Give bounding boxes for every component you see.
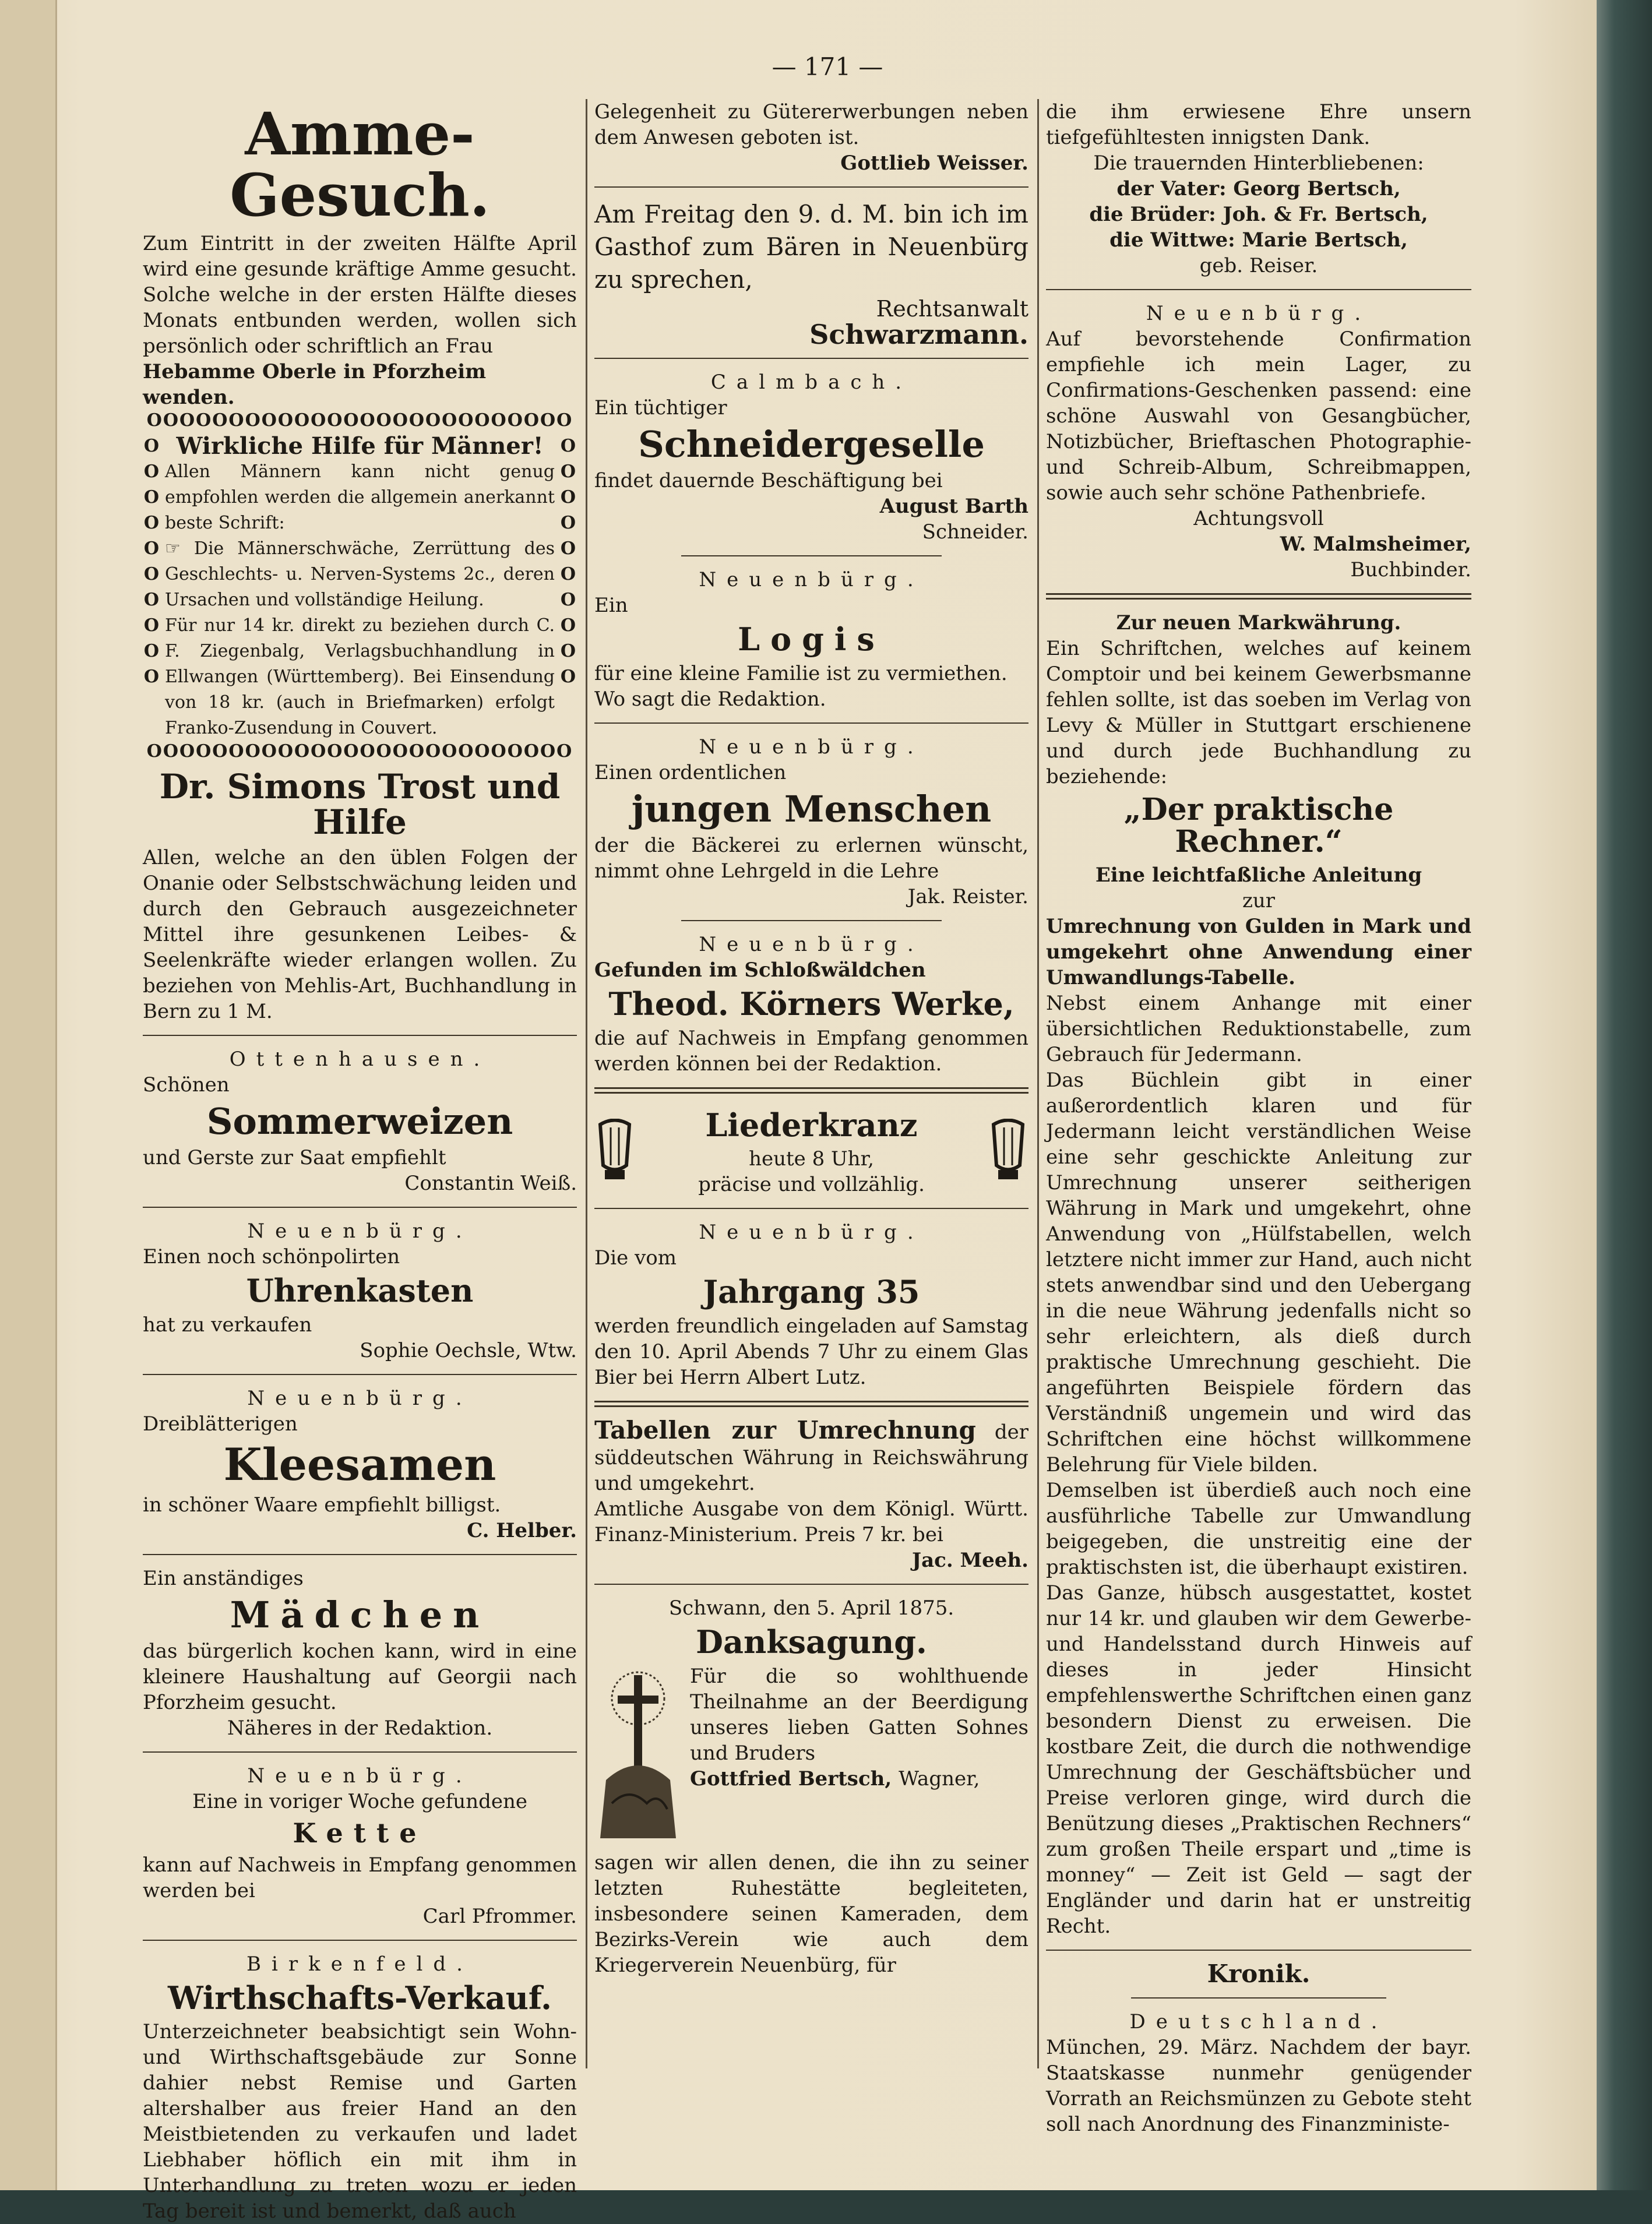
ad-amme (143, 100, 577, 410)
ad-title: Mädchen (230, 1594, 490, 1637)
divider (1046, 593, 1471, 600)
ad-kleesamen (143, 1386, 577, 1544)
ad-signature: Schwarzmann. (809, 319, 1028, 350)
ad-text: Nebst einem Anhange mit einer übersichtlichen Reduktionstabelle, zum Gebrauch für Jedermann. (1046, 992, 1471, 1067)
ad-place: Neuenbürg. (247, 1386, 473, 1410)
ad-text: präcise und vollzählig. (698, 1173, 925, 1197)
ad-text: der Vater: Georg Bertsch, (1116, 177, 1401, 200)
ad-title: Wirkliche Hilfe für Männer! (176, 432, 544, 460)
ad-signature: Gottlieb Weisser. (840, 151, 1028, 175)
ad-text: für eine kleine Familie ist zu vermiethen. (594, 661, 1008, 685)
ad-title: „Der praktische Rechner.“ (1123, 792, 1394, 859)
ad-text: die auf Nachweis in Empfang genommen werden können bei der Redaktion. (594, 1026, 1028, 1076)
ad-uhrenkasten (143, 1218, 577, 1363)
ad-text: Allen, welche an den üblen Folgen der Onanie oder Selbstschwächung leiden und durch den Gebrauch ausgezeichneter Mittel ihre gesunkenen Leibes- & Seelenkräfte wieder erlangen wollen. Zu beziehen von Mehlis-Art, Buchhandlung in Bern zu 1 M. (143, 845, 577, 1023)
divider (1131, 1997, 1386, 1999)
ad-text: sagen wir allen denen, die ihn zu seiner letzten Ruhestätte begleiteten, insbesondere seinen Kameraden, dem Bezirks-Verein wie auch dem Kriegerverein Neuenbürg, für (594, 1851, 1028, 1977)
ad-text: geb. Reiser. (1199, 254, 1318, 277)
ad-text: Achtungsvoll (1193, 507, 1324, 530)
ad-title: Logis (738, 621, 885, 658)
ad-text: Gelegenheit zu Gütererwerbungen neben dem Anwesen geboten ist. (594, 100, 1028, 149)
ad-title: Wirthschafts-Verkauf. (168, 1979, 552, 2017)
divider (143, 1940, 577, 1941)
divider (594, 1208, 1028, 1209)
ad-danksagung (594, 1595, 1028, 1978)
ad-place: Neuenbürg. (699, 1221, 924, 1245)
section-subheading: Deutschland. (1129, 2010, 1388, 2034)
ad-text: und Gerste zur Saat empfiehlt (143, 1146, 446, 1169)
ad-text: Eine in voriger Woche gefundene (192, 1790, 527, 1814)
ad-text: findet dauernde Beschäftigung bei (594, 469, 943, 493)
ornamental-border: OOOOOOOOOOOOOOOOOOOOOOOOOO (146, 741, 573, 762)
ornamental-border: OOOOOOOOOO (143, 436, 160, 687)
column-2 (594, 99, 1028, 1978)
ad-place: Ottenhausen. (229, 1047, 491, 1071)
ad-signature: Schneider. (922, 520, 1028, 544)
ad-text: Eine leichtfaßliche Anleitung (1095, 863, 1422, 887)
ad-text: Das Ganze, hübsch ausgestattet, kostet nur 14 kr. und glauben wir dem Gewerbe- und Handelsstand durch Hinweis auf dieses in jeder Hinsicht empfehlenswerthe Schriftchen einen ganz besondern Dienst zu erweisen. Die kostbare Zeit, die durch die nothwendige Umrechnung der Geschäftsbücher und Preise verloren ginge, wird durch die Benützung dieses „Praktischen Rechners“ zum großen Theile erspart und „time is monney“ — Zeit ist Geld — sagt der Engländer und darin hat er unstreitig Recht. (1046, 1581, 1471, 1938)
divider (594, 1087, 1028, 1094)
ad-text: Ein Schriftchen, welches auf keinem Comptoir und bei keinem Gewerbsmanne fehlen sollte, ist das soeben im Verlag von Levy & Müller in Stuttgart erschienene und durch jede Buchhandlung zu beziehende: (1046, 637, 1471, 788)
ad-logis (594, 567, 1028, 712)
divider (594, 722, 1028, 724)
ad-text: ☞ Die Männerschwäche, Zerrüttung des Geschlechts- u. Nerven-Systems 2c., deren Ursachen und vollständige Heilung. (165, 538, 555, 610)
column-3 (1046, 99, 1471, 2137)
ad-liederkranz (594, 1104, 1028, 1198)
ad-place: Schwann, den 5. April 1875. (668, 1596, 954, 1620)
column-divider (1037, 99, 1039, 2068)
ad-simons (143, 769, 577, 1024)
ad-signature: Sophie Oechsle, Wtw. (360, 1338, 577, 1362)
ad-text: Die vom (594, 1246, 677, 1270)
ad-text: Die trauernden Hinterbliebenen: (1093, 151, 1424, 175)
ad-text: das bürgerlich kochen kann, wird in eine kleinere Haushaltung auf Georgii nach Pforzheim gesucht. (143, 1640, 577, 1715)
column-divider (586, 99, 587, 2068)
divider (143, 1554, 577, 1555)
ad-title: Theod. Körners Werke, (608, 985, 1015, 1023)
ad-text: Für nur 14 kr. direkt zu beziehen durch C. F. Ziegenbalg, Verlagsbuchhandlung in Ellwangen (Württemberg). Bei Einsendung von 18 kr. (auch in Briefmarken) erfolgt Franko-Zusendung in Couvert. (165, 615, 555, 738)
ad-text: die Wittwe: Marie Bertsch, (1109, 228, 1408, 252)
ad-title: jungen Menschen (631, 787, 992, 830)
ad-kette (143, 1763, 577, 1929)
ad-signature: Buchbinder. (1350, 558, 1471, 581)
ad-text: Dreiblätterigen (143, 1412, 298, 1436)
ad-place: Neuenbürg. (699, 735, 924, 759)
ad-place: Neuenbürg. (699, 932, 924, 956)
divider (143, 1374, 577, 1375)
ad-text: Näheres in der Redaktion. (227, 1717, 493, 1740)
page-number: — 171 — (772, 52, 883, 81)
divider (143, 1751, 577, 1753)
section-kronik (1046, 1961, 1471, 2137)
divider (594, 1584, 1028, 1585)
ad-text: Für die so wohlthuende Theilnahme an der Beerdigung unseres lieben Gatten Sohnes und Bruders (690, 1664, 1028, 1765)
ad-text: Das Büchlein gibt in einer außerordentlich klaren und für Jedermann leicht verständlichen Weise eine sehr geschickte Anleitung zur Umrechnung unserer seitherigen Währung in Mark und umgekehrt, ohne Anwendung von „Hülfstabellen, welch letztere nicht immer zur Hand, auch nicht stets anwendbar sind und den Uebergang in die neue Währung jedenfalls nicht so sehr erleichtern, als dieß durch praktische Umrechnung geschieht. Die angeführten Beispiele fördern das Verständniß ungemein und wird das Schriftchen eine höchst willkommene Belehrung für Viele bilden. (1046, 1069, 1471, 1477)
ad-signature: Jak. Reister. (907, 884, 1028, 908)
ad-text: Rechtsanwalt (876, 296, 1028, 322)
ad-gueter (594, 99, 1028, 176)
ad-signature: Constantin Weiß. (404, 1171, 577, 1195)
binding-gutter (0, 0, 57, 2190)
ad-text: Auf bevorstehende Confirmation empfiehle ich mein Lager, zu Confirmations-Geschenken passend: eine schöne Auswahl von Gesangbücher, Notizbücher, Brieftaschen Photographie- und Schreib-Album, Schreibmappen, sowie auch sehr schöne Pathenbriefe. (1046, 327, 1471, 505)
divider (1046, 289, 1471, 290)
ad-text: Ein tüchtiger (594, 396, 727, 420)
ad-signature: Jac. Meeh. (912, 1548, 1028, 1572)
ad-text: der die Bäckerei zu erlernen wünscht, nimmt ohne Lehrgeld in die Lehre (594, 833, 1028, 883)
divider (1046, 1950, 1471, 1951)
ad-signature: W. Malmsheimer, (1280, 533, 1471, 556)
ad-text: kann auf Nachweis in Empfang genommen werden bei (143, 1853, 577, 1902)
ad-text: Unterzeichneter beabsichtigt sein Wohn- und Wirthschaftsgebäude zur Sonne dahier nebst Remise und Garten altershalber aus freier Hand an den Meistbietenden zu verkaufen und ladet Liebhaber höflich ein mit ihm in Unterhandlung zu treten wozu er jeden Tag bereit ist und bemerkt, daß auch (143, 2020, 577, 2223)
ad-signature: August Barth (879, 495, 1028, 519)
ad-text: die Brüder: Joh. & Fr. Bertsch, (1089, 203, 1428, 226)
ad-place: Neuenbürg. (247, 1764, 473, 1788)
memorial-cross-illustration (594, 1663, 682, 1850)
ad-markwaehrung (1046, 610, 1471, 1939)
divider (594, 358, 1028, 359)
ad-signature: Carl Pfrommer. (422, 1904, 577, 1928)
ad-text: werden freundlich eingeladen auf Samstag den 10. April Abends 7 Uhr zu einem Glas Bier bei Herrn Albert Lutz. (594, 1314, 1028, 1389)
ad-title: Amme-Gesuch. (230, 100, 490, 230)
ad-text: in schöner Waare empfiehlt billigst. (143, 1493, 501, 1517)
ad-confirmation (1046, 301, 1471, 583)
ad-text: Einen noch schönpolirten (143, 1245, 400, 1268)
ad-title: Uhrenkasten (246, 1271, 474, 1309)
divider (143, 1207, 577, 1208)
section-heading: Kronik. (1207, 1959, 1311, 1989)
ad-title: Jahrgang 35 (703, 1273, 920, 1311)
ad-title: Sommerweizen (206, 1099, 513, 1143)
ad-text: Wo sagt die Redaktion. (594, 687, 826, 711)
ad-text: Gefunden im Schloßwäldchen (594, 958, 926, 982)
ad-sommerweizen (143, 1046, 577, 1196)
divider (594, 186, 1028, 188)
ad-text: die ihm erwiesene Ehre unsern tiefgefühltesten innigsten Dank. (1046, 100, 1471, 149)
ad-title: Liederkranz (705, 1106, 918, 1144)
ad-text: Ein (594, 594, 628, 618)
ad-text: hat zu verkaufen (143, 1313, 312, 1337)
ad-mensch (594, 734, 1028, 910)
divider (143, 1035, 577, 1036)
ad-place: Neuenbürg. (247, 1219, 473, 1243)
ad-wirthschaft (143, 1951, 577, 2224)
ad-text: Schönen (143, 1073, 230, 1097)
ad-title: Dr. Simons Trost und Hilfe (159, 767, 561, 842)
divider (594, 1401, 1028, 1407)
ad-text: heute 8 Uhr, (749, 1147, 874, 1171)
ad-title: Kette (293, 1817, 427, 1849)
ad-schneider (594, 369, 1028, 545)
ad-title: Kleesamen (223, 1438, 496, 1490)
ad-signature: C. Helber. (467, 1519, 577, 1543)
ad-anwalt (594, 198, 1028, 350)
ad-text: Einen ordentlichen (594, 760, 787, 784)
ad-text: Am Freitag den 9. d. M. bin ich im Gasthof zum Bären in Neuenbürg zu sprechen, (594, 200, 1028, 294)
ad-tabellen (594, 1415, 1029, 1573)
ad-maedchen (143, 1566, 577, 1741)
lyre-icon (594, 1119, 635, 1183)
ad-title: Schneidergeselle (638, 423, 985, 466)
pointing-hand-icon: ☞ (165, 538, 194, 559)
ad-text: Hebamme Oberle in Pforzheim wenden. (143, 360, 487, 409)
column-1 (143, 99, 577, 2224)
ad-heading: Zur neuen Markwährung. (1116, 611, 1401, 635)
ad-text: Amtliche Ausgabe von dem Königl. Württ. Finanz-Ministerium. Preis 7 kr. bei (594, 1497, 1028, 1546)
ad-hilfe (143, 433, 577, 741)
divider (681, 555, 942, 556)
ad-place: Birkenfeld. (246, 1952, 473, 1976)
divider (681, 920, 942, 921)
ad-title: Danksagung. (696, 1623, 927, 1661)
ad-text: Allen Männern kann nicht genug empfohlen werden die allgemein anerkannt beste Schrift: (165, 461, 555, 533)
ad-place: Neuenbürg. (1146, 302, 1372, 325)
ornamental-border: OOOOOOOOOOOOOOOOOOOOOOOOOO (146, 410, 573, 431)
ad-text: Demselben ist überdieß auch noch eine ausführliche Tabelle zur Umwandlung beigegeben, die unstreitig eine der praktischsten ist, die überhaupt existiren. (1046, 1479, 1471, 1580)
ad-text: Gottfried Bertsch, Wagner, (690, 1767, 980, 1791)
ad-text: Tabellen zur Umrechnung der süddeutschen Währung in Reichswährung und umgekehrt. (594, 1415, 1029, 1495)
ornamental-border: OOOOOOOOOO (560, 436, 576, 687)
ad-text: Umrechnung von Gulden in Mark und umgekehrt ohne Anwendung einer Umwandlungs-Tabelle. (1046, 915, 1471, 990)
ad-place: Calmbach. (710, 371, 913, 394)
ad-jahrgang (594, 1220, 1028, 1390)
lyre-icon (988, 1119, 1028, 1183)
ad-place: Neuenbürg. (699, 568, 924, 592)
ad-text: Zum Eintritt in der zweiten Hälfte April wird eine gesunde kräftige Amme gesucht. Solche welche in der ersten Hälfte dieses Monats entbunden werden, wollen sich persönlich oder schriftlich an Frau (143, 232, 577, 358)
ad-koerner (594, 932, 1028, 1077)
ad-text: zur (1242, 889, 1276, 913)
ad-danksagung-cont (1046, 99, 1471, 279)
ad-text: Ein anständiges (143, 1567, 304, 1591)
book-spine (1597, 0, 1652, 2190)
article-text: München, 29. März. Nachdem der bayr. Staatskasse nunmehr genügender Vorrath an Reichsmünzen zu Gebote steht soll nach Anordnung des Finanzministe- (1046, 2036, 1471, 2137)
